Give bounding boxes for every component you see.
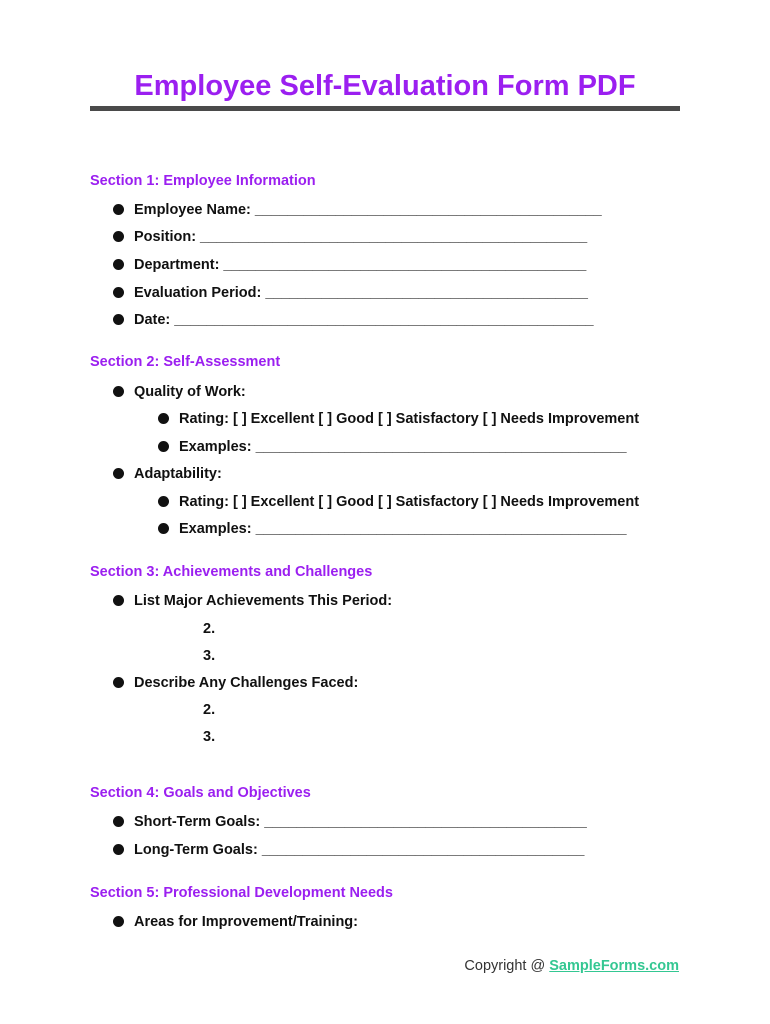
challenge-item-number: 2.: [203, 702, 216, 718]
section-3-heading: Section 3: Achievements and Challenges: [90, 564, 373, 580]
bullet-icon: [113, 916, 124, 927]
position-field[interactable]: Position: ________________________________________________: [113, 229, 587, 245]
bullet-icon: [113, 287, 124, 298]
bullet-icon: [158, 496, 169, 507]
bullet-icon: [113, 231, 124, 242]
areas-for-improvement-label: Areas for Improvement/Training:: [113, 914, 358, 930]
bullet-icon: [113, 595, 124, 606]
challenges-label: Describe Any Challenges Faced:: [113, 675, 358, 691]
date-field[interactable]: Date: ____________________________________________________: [113, 312, 594, 328]
bullet-icon: [158, 441, 169, 452]
quality-rating-options[interactable]: Rating: [ ] Excellent [ ] Good [ ] Satisfactory [ ] Needs Improvement: [158, 411, 639, 427]
achievements-label: List Major Achievements This Period:: [113, 593, 392, 609]
challenge-item-number: 3.: [203, 729, 216, 745]
section-1-heading: Section 1: Employee Information: [90, 173, 316, 189]
section-2-heading: Section 2: Self-Assessment: [90, 354, 281, 370]
long-term-goals-field[interactable]: Long-Term Goals: ________________________________________: [113, 842, 584, 858]
section-4-heading: Section 4: Goals and Objectives: [90, 785, 311, 801]
copyright-footer: Copyright @ SampleForms.com: [464, 958, 679, 974]
bullet-icon: [113, 844, 124, 855]
bullet-icon: [158, 413, 169, 424]
sampleforms-link[interactable]: SampleForms.com: [549, 958, 679, 974]
title-divider: [90, 106, 680, 111]
bullet-icon: [158, 523, 169, 534]
evaluation-period-field[interactable]: Evaluation Period: ________________________________________: [113, 285, 588, 301]
quality-examples-field[interactable]: Examples: ______________________________________________: [158, 439, 627, 455]
adaptability-rating-options[interactable]: Rating: [ ] Excellent [ ] Good [ ] Satisfactory [ ] Needs Improvement: [158, 494, 639, 510]
adaptability-examples-field[interactable]: Examples: ______________________________________________: [158, 521, 627, 537]
bullet-icon: [113, 386, 124, 397]
section-5-heading: Section 5: Professional Development Needs: [90, 885, 393, 901]
bullet-icon: [113, 677, 124, 688]
bullet-icon: [113, 816, 124, 827]
bullet-icon: [113, 259, 124, 270]
employee-name-field[interactable]: Employee Name: ___________________________________________: [113, 202, 602, 218]
adaptability-label: Adaptability:: [113, 466, 222, 482]
achievement-item-number: 3.: [203, 648, 216, 664]
bullet-icon: [113, 204, 124, 215]
bullet-icon: [113, 468, 124, 479]
quality-of-work-label: Quality of Work:: [113, 384, 246, 400]
department-field[interactable]: Department: _____________________________________________: [113, 257, 586, 273]
short-term-goals-field[interactable]: Short-Term Goals: ________________________________________: [113, 814, 587, 830]
page-title: Employee Self-Evaluation Form PDF: [134, 70, 636, 102]
bullet-icon: [113, 314, 124, 325]
achievement-item-number: 2.: [203, 621, 216, 637]
